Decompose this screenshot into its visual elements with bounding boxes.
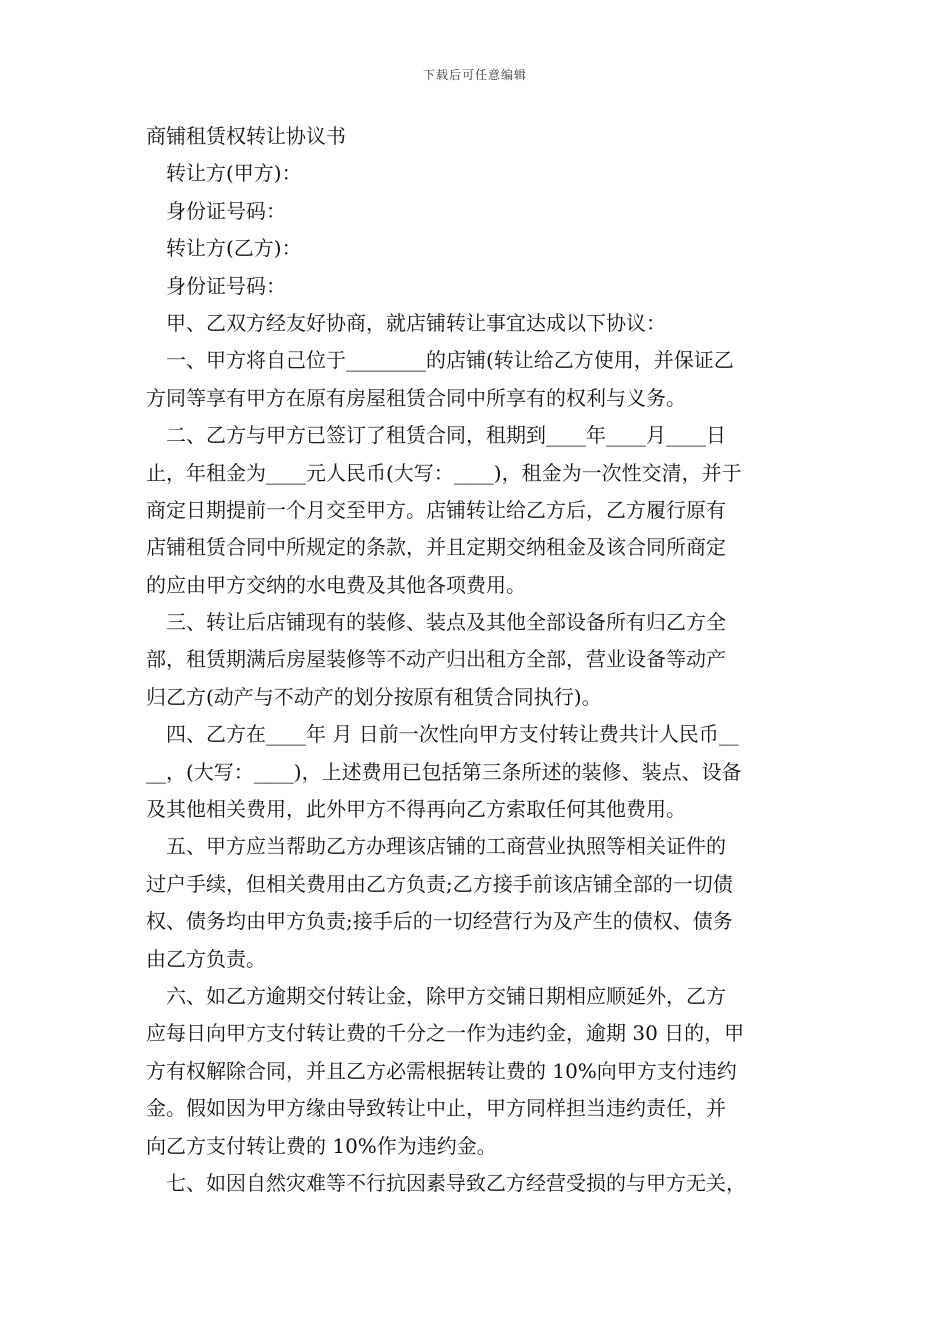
clause-1-line: 一、甲方将自己位于________的店铺(转让给乙方使用，并保证乙 <box>166 348 734 373</box>
clause-3-line: 部，租赁期满后房屋装修等不动产归出租方全部，营业设备等动产 <box>146 647 726 672</box>
clause-2-line: 止，年租金为____元人民币(大写：____)，租金为一次性交清，并于 <box>146 460 742 485</box>
clause-2-line: 的应由甲方交纳的水电费及其他各项费用。 <box>146 572 526 597</box>
clause-6-line: 应每日向甲方支付转让费的千分之一作为违约金，逾期 30 日的，甲 <box>146 1021 745 1046</box>
party-a-line: 转让方(甲方)： <box>166 161 302 186</box>
clause-6-line: 金。假如因为甲方缘由导致转让中止，甲方同样担当违约责任，并 <box>146 1096 726 1121</box>
clause-6-line: 六、如乙方逾期交付转让金，除甲方交铺日期相应顺延外，乙方 <box>166 983 726 1008</box>
clause-6-line: 方有权解除合同，并且乙方必需根据转让费的 10%向甲方支付违约 <box>146 1058 737 1083</box>
document-body <box>146 118 808 1202</box>
clause-4-line: 四、乙方在____年 月 日前一次性向甲方支付转让费共计人民币__ <box>166 722 739 747</box>
agreement-intro: 甲、乙双方经友好协商，就店铺转让事宜达成以下协议： <box>166 310 666 335</box>
clause-7-line: 七、如因自然灾难等不行抗因素导致乙方经营受损的与甲方无关， <box>166 1170 746 1195</box>
clause-4-line: 及其他相关费用，此外甲方不得再向乙方索取任何其他费用。 <box>146 797 686 822</box>
party-a-id-line: 身份证号码： <box>166 198 286 223</box>
clause-5-line: 由乙方负责。 <box>146 946 266 971</box>
clause-2-line: 商定日期提前一个月交至甲方。店铺转让给乙方后，乙方履行原有 <box>146 497 726 522</box>
clause-5-line: 权、债务均由甲方负责;接手后的一切经营行为及产生的债权、债务 <box>146 909 733 934</box>
clause-6-line: 向乙方支付转让费的 10%作为违约金。 <box>146 1133 497 1158</box>
clause-1-line: 方同等享有甲方在原有房屋租赁合同中所享有的权利与义务。 <box>146 385 686 410</box>
clause-5-line: 过户手续，但相关费用由乙方负责;乙方接手前该店铺全部的一切债 <box>146 871 733 896</box>
clause-2-line: 店铺租赁合同中所规定的条款，并且定期交纳租金及该合同所商定 <box>146 535 726 560</box>
document-title: 商铺租赁权转让协议书 <box>146 124 346 148</box>
clause-3-line: 三、转让后店铺现有的装修、装点及其他全部设备所有归乙方全 <box>166 610 726 635</box>
page-header: 下载后可任意编辑 <box>422 68 527 82</box>
clause-5-line: 五、甲方应当帮助乙方办理该店铺的工商营业执照等相关证件的 <box>166 834 726 859</box>
party-b-id-line: 身份证号码： <box>166 273 286 298</box>
clause-2-line: 二、乙方与甲方已签订了租赁合同，租期到____年____月____日 <box>166 423 726 448</box>
clause-3-line: 归乙方(动产与不动产的划分按原有租赁合同执行)。 <box>146 684 602 709</box>
clause-4-line: __，(大写：____)，上述费用已包括第三条所述的装修、装点、设备 <box>146 759 742 784</box>
party-b-line: 转让方(乙方)： <box>166 236 302 261</box>
